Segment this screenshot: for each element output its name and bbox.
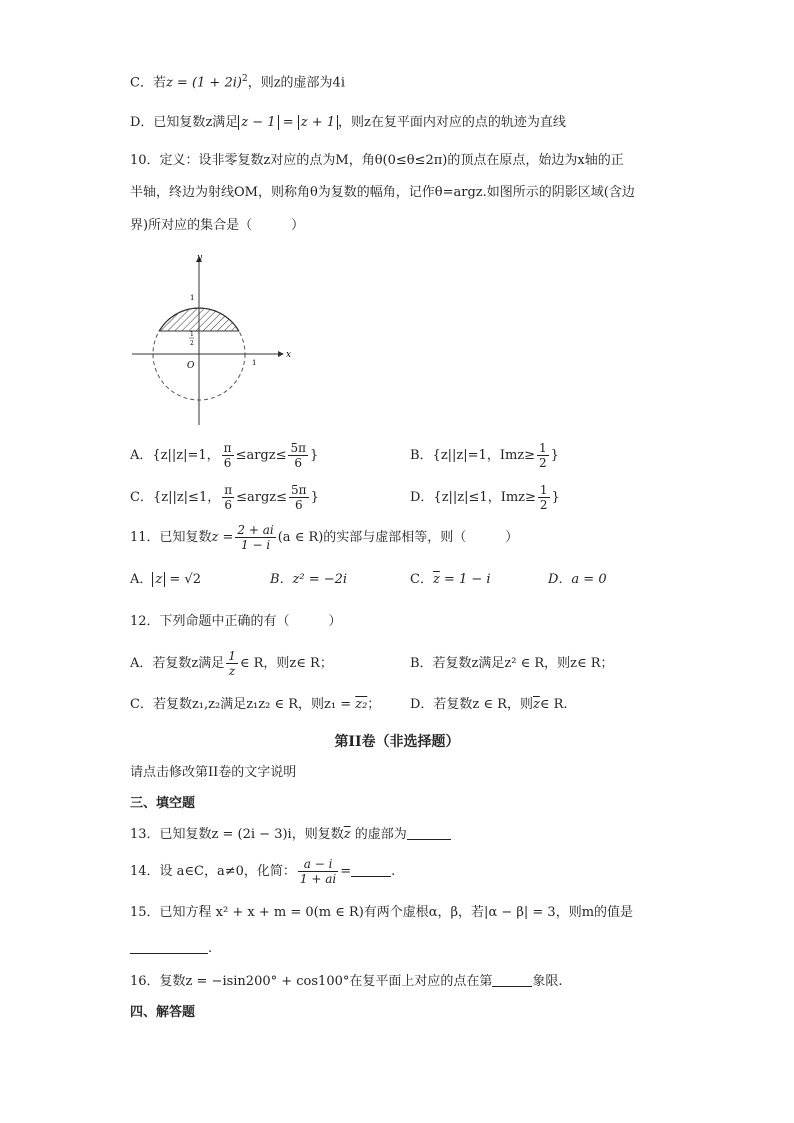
q10-option-d (410, 482, 560, 514)
q12-option-b: B．若复数z满足z² ∈ R，则z∈ R； (410, 656, 614, 671)
frac-den: 2 (539, 456, 547, 470)
q11-a-eq: = √2 (165, 572, 201, 587)
option-d-line (130, 114, 566, 132)
fraction-pi-6 (222, 441, 234, 470)
x-tick-1: 1 (252, 359, 257, 367)
option-d-abs-right: z + 1 (298, 115, 338, 130)
q14-fraction (298, 857, 338, 886)
q11-c-conj: $\overline{z}$ (432, 572, 440, 587)
q14-end: . (391, 864, 396, 879)
q13-prefix: 13．已知复数z = (2i − 3)i，则复数 (130, 827, 344, 842)
q11-fraction (235, 523, 275, 552)
q10-option-b (410, 440, 559, 472)
option-d-abs-left: z − 1 (238, 115, 278, 130)
q12-option-c (130, 696, 380, 714)
part-4-heading: 四、解答题 (130, 1005, 196, 1020)
frac-den: 6 (223, 456, 232, 470)
q11-c-label: C． (410, 572, 433, 587)
q15-end: . (208, 941, 213, 956)
frac-num: 5π (290, 441, 307, 455)
q10-line2: 半轴，终边为射线OM，则称角θ为复数的幅角，记作θ=argz.如图所示的阴影区域(含边 (130, 185, 635, 200)
unit-circle-figure (128, 250, 298, 430)
q10-a-prefix: A．{z||z|=1， (130, 448, 220, 463)
fraction-pi-6 (222, 483, 234, 512)
q10-c-suffix: } (310, 490, 319, 505)
q10-a-suffix: } (310, 448, 319, 463)
q12-option-d (410, 696, 568, 714)
frac-num: π (223, 441, 232, 455)
q12-c-suffix: ； (367, 697, 381, 712)
fraction-1-2 (537, 441, 549, 470)
option-d-prefix: D．已知复数 (130, 115, 206, 130)
q11-option-c (410, 571, 491, 589)
frac-num: 1 (539, 483, 548, 497)
frac-den: 1 + ai (299, 872, 337, 886)
q10-d-prefix: D．{z||z|≤1，Imz≥ (410, 490, 536, 505)
q10-b-suffix: } (550, 448, 559, 463)
origin-label: O (187, 361, 195, 371)
section-2-title: 第II卷（非选择题） (334, 734, 460, 750)
q15-line1: 15．已知方程 x² + x + m = 0(m ∈ R)有两个虚根α，β，若|α − β| = 3，则m的值是 (130, 905, 634, 920)
frac-num: 5π (291, 483, 307, 497)
q12-d-conj: $\overline{z}$ (532, 697, 540, 712)
q10-c-prefix: C．{z||z|≤1， (130, 490, 221, 505)
q14-answer-blank[interactable] (351, 864, 391, 877)
frac-den: 6 (224, 498, 232, 512)
fraction-5pi-6 (289, 483, 309, 512)
y-tick-1: 1 (190, 294, 195, 302)
option-c-prefix: C．若 (130, 75, 166, 91)
q13-conj: $\overline{z}$ (343, 827, 351, 842)
y-tick-half-num: 1 (190, 331, 194, 338)
frac-den: 1 − i (241, 538, 271, 552)
q10-c-mid: ≤argz≤ (236, 490, 288, 505)
q12-d-prefix: D．若复数z ∈ R，则 (410, 697, 533, 712)
option-d-mid: z满足 (205, 115, 239, 130)
option-d-equals: = (278, 115, 298, 130)
q15-line2 (130, 940, 212, 958)
q11-prefix: 11．已知复数 (130, 530, 212, 545)
q16-line (130, 973, 563, 991)
q10-line1: 10．定义：设非零复数z对应的点为M，角θ(0≤θ≤2π)的顶点在原点，始边为x轴的正 (130, 153, 624, 168)
x-axis-label: x (286, 350, 292, 360)
q10-line3: 界)所对应的集合是（ ） (130, 218, 305, 233)
option-c-line (130, 70, 345, 92)
q14-prefix: 14．设 a∈C，a≠0，化简： (130, 864, 296, 879)
q10-a-mid: ≤argz≤ (235, 448, 287, 463)
q14-eq: = (340, 864, 352, 879)
frac-den: 6 (294, 498, 303, 512)
q10-b-prefix: B．{z||z|=1，Imz≥ (410, 448, 536, 463)
option-d-suffix: ，则z在复平面内对应的点的轨迹为直线 (338, 115, 566, 130)
q11-z: z = (211, 530, 234, 545)
fraction-1-2 (538, 483, 550, 512)
x-axis-arrow (278, 351, 284, 357)
frac-den: 6 (294, 456, 303, 470)
frac-den: 2 (539, 498, 548, 512)
frac-num: a − i (298, 857, 338, 872)
q13-line (130, 826, 451, 844)
q13-answer-blank[interactable] (407, 827, 451, 840)
frac-num: 1 (228, 649, 236, 663)
y-axis-label: y (197, 253, 203, 263)
q12-c-conj: z₂ (355, 697, 368, 712)
q12-a-suffix: ∈ R，则z∈ R； (239, 656, 333, 671)
q11-option-a (130, 571, 201, 589)
fraction-5pi-6 (288, 441, 308, 470)
frac-den: z (228, 664, 236, 678)
frac-num: 1 (539, 441, 547, 455)
q11-a-abs: z (152, 572, 165, 587)
q10-d-suffix: } (551, 490, 560, 505)
q12-d-suffix: ∈ R. (539, 697, 568, 712)
q11-a-label: A． (130, 572, 153, 587)
q15-answer-blank[interactable] (130, 941, 208, 954)
q12-c-prefix: C．若复数z₁,z₂满足z₁z₂ ∈ R，则z₁ = (130, 697, 356, 712)
q11-option-b: B．z² = −2i (270, 572, 348, 587)
q16-prefix: 16．复数z = −isin200° + cos100°在复平面上对应的点在第 (130, 974, 493, 989)
q11-suffix: (a ∈ R)的实部与虚部相等，则（ ） (277, 530, 519, 545)
frac-num: π (224, 483, 233, 497)
y-tick-half-den: 2 (190, 340, 194, 347)
section-2-note[interactable]: 请点击修改第II卷的文字说明 (130, 765, 297, 780)
q10-option-a (130, 440, 318, 472)
q11-stem (130, 522, 518, 554)
q10-option-c (130, 482, 319, 514)
q14-line (130, 856, 395, 888)
q16-answer-blank[interactable] (492, 974, 532, 987)
frac-num: 2 + ai (237, 523, 274, 537)
part-3-heading: 三、填空题 (130, 796, 196, 811)
q13-suffix: 的虚部为 (350, 827, 407, 842)
q11-option-d: D．a = 0 (548, 572, 607, 587)
option-c-exponent: 2 (241, 74, 248, 84)
q11-c-rest: = 1 − i (439, 572, 491, 587)
q16-suffix: 象限. (532, 974, 563, 989)
q12-a-prefix: A．若复数z满足 (130, 656, 225, 671)
q12-stem: 12．下列命题中正确的有（ ） (130, 614, 342, 629)
option-c-suffix: ，则z的虚部为4i (247, 75, 345, 91)
q12-a-fraction (226, 649, 238, 678)
option-c-expression: z = (1 + 2i) (165, 75, 242, 91)
q12-option-a (130, 648, 333, 680)
